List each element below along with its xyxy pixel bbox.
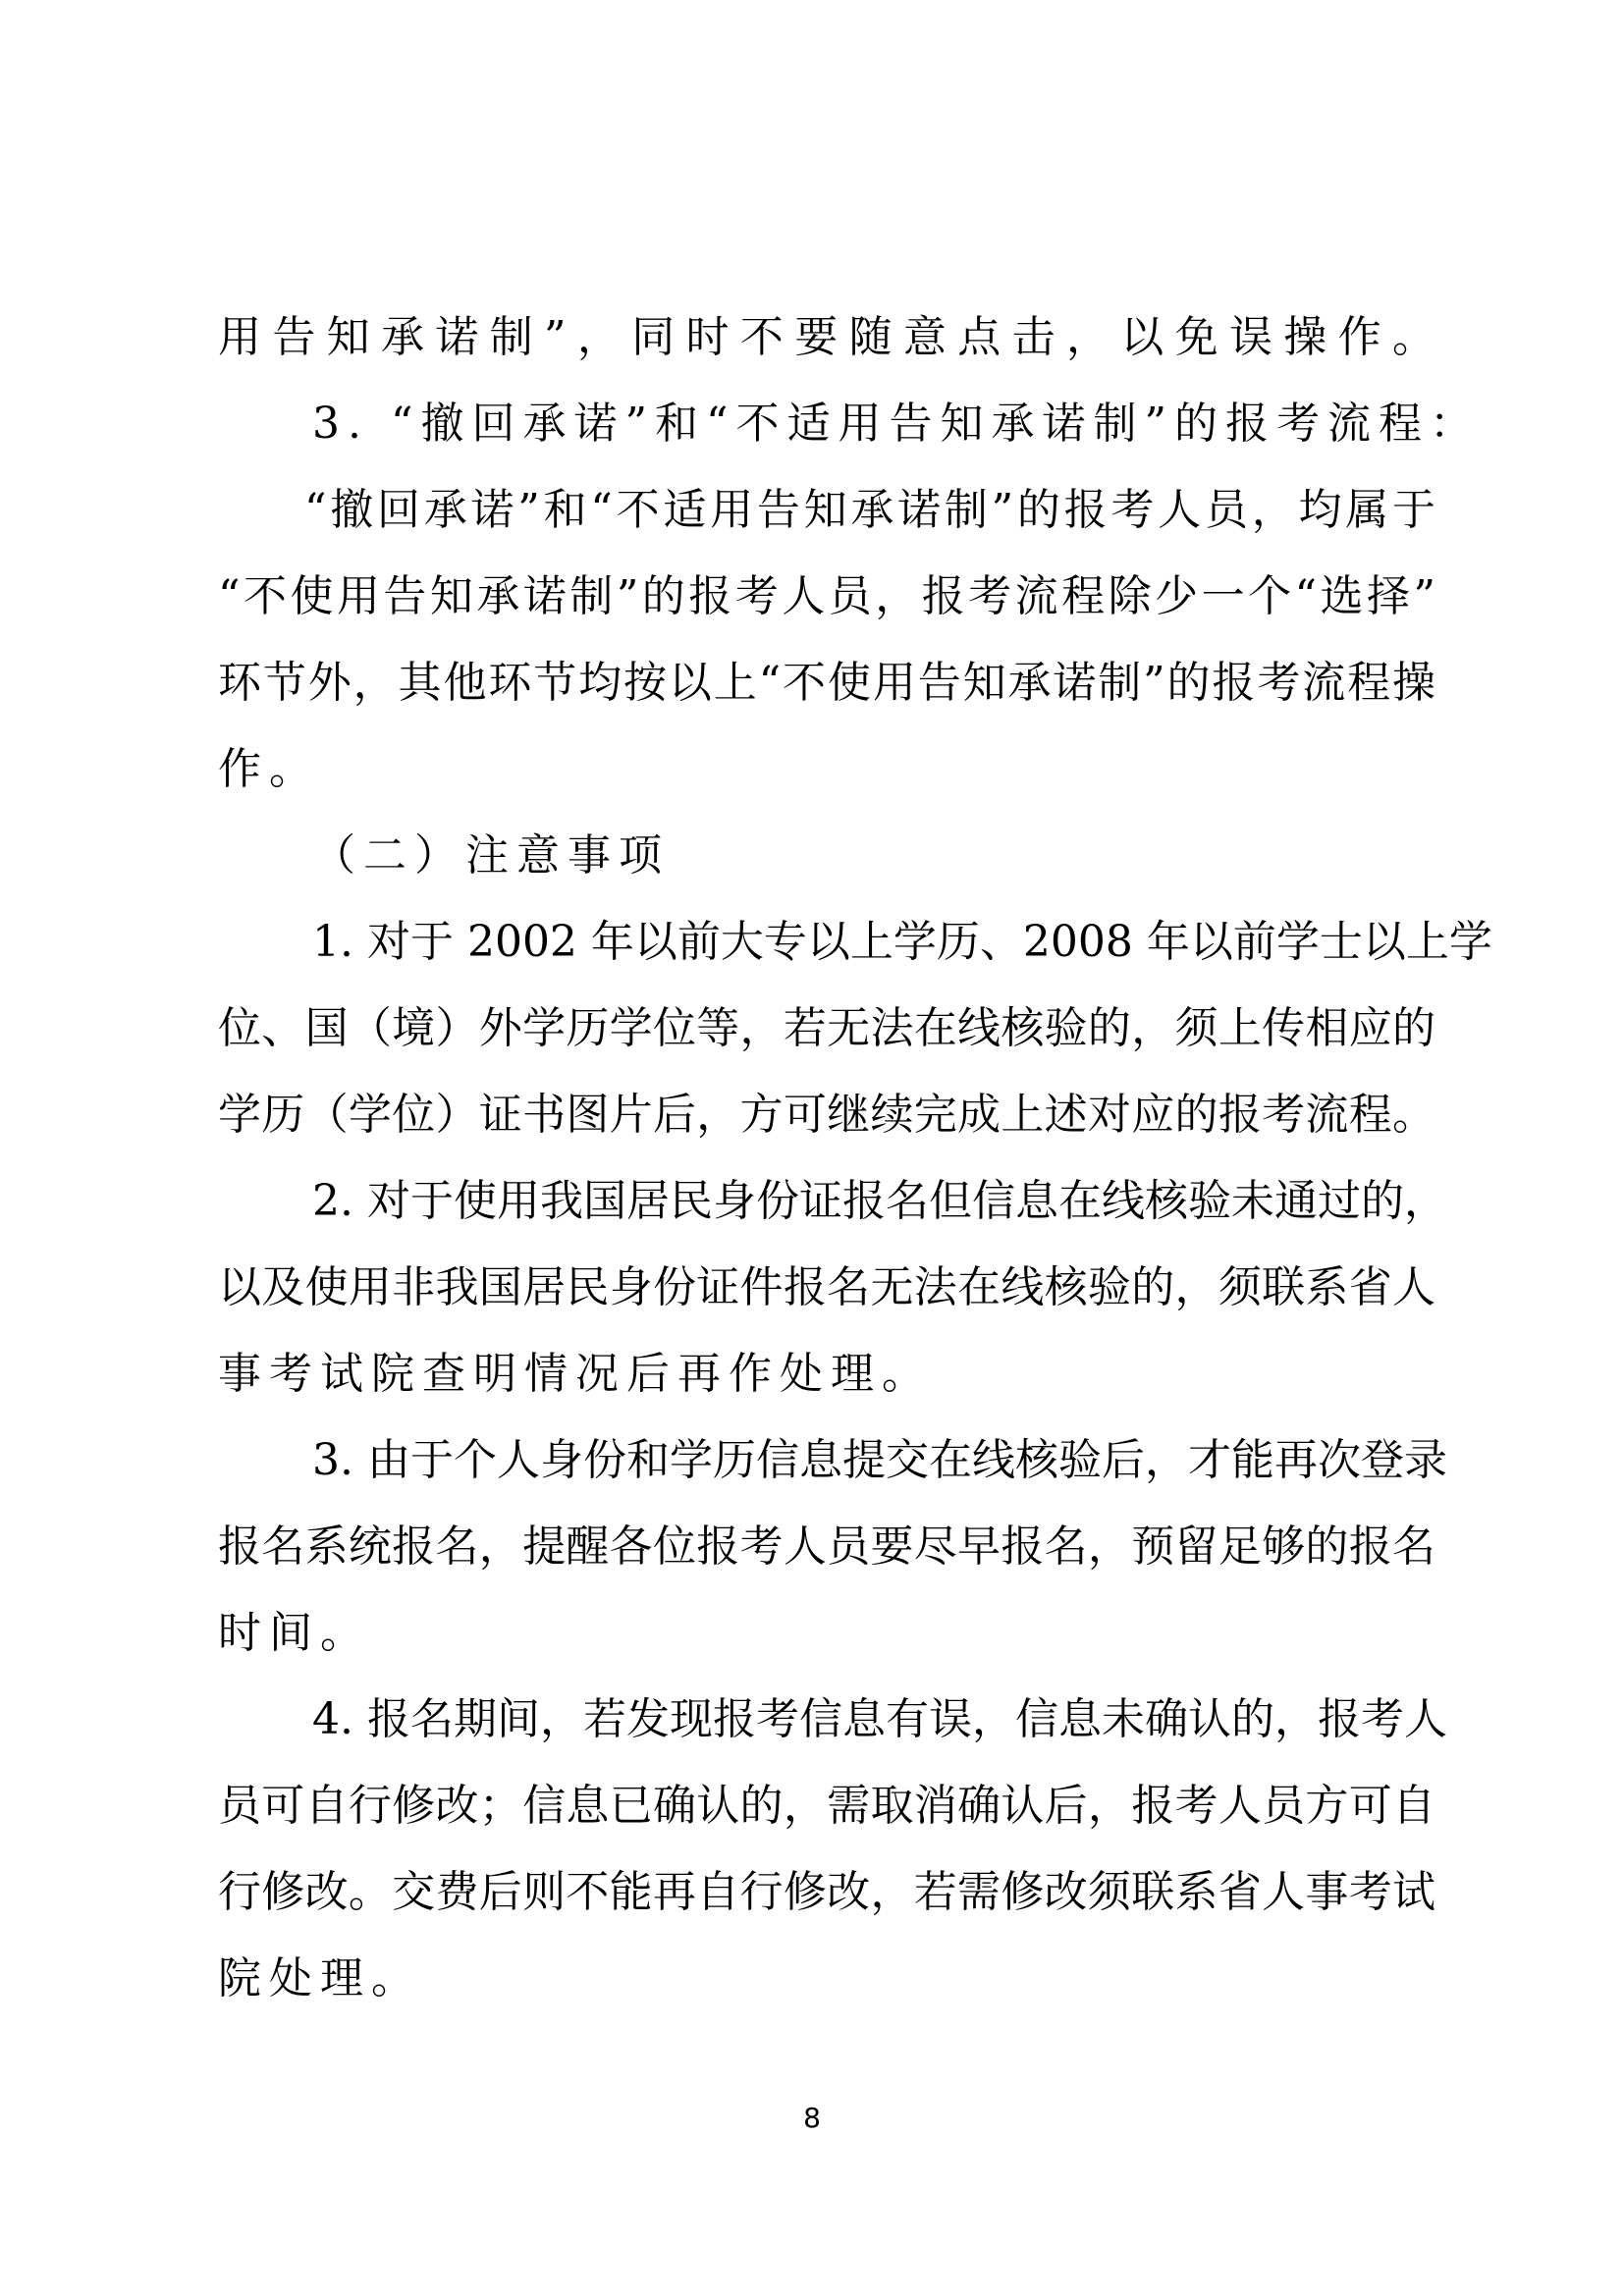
text-line: 员可自行修改；信息已确认的，需取消确认后，报考人员方可自 (218, 1781, 1435, 1831)
text-line: 行修改。交费后则不能再自行修改，若需修改须联系省人事考试 (218, 1867, 1435, 1917)
text-line: 位、国（境）外学历学位等，若无法在线核验的，须上传相应的 (218, 1003, 1435, 1053)
text-line: 4. 报名期间，若发现报考信息有误，信息未确认的，报考人 (312, 1694, 1447, 1744)
text-line: 用告知承诺制”，同时不要随意点击，以免误操作。 (218, 312, 1435, 362)
text-line: 3. 由于个人身份和学历信息提交在线核验后，才能再次登录 (312, 1435, 1447, 1485)
text-line: “撤回承诺”和“不适用告知承诺制”的报考人员，均属于 (304, 485, 1435, 535)
document-body (218, 294, 1492, 2022)
text-line: 事考试院查明情况后再作处理。 (218, 1349, 933, 1399)
text-line: 报名系统报名，提醒各位报考人员要尽早报名，预留足够的报名 (218, 1522, 1435, 1572)
text-line: 环节外，其他环节均按以上“不使用告知承诺制”的报考流程操 (218, 658, 1435, 708)
text-line: 学历（学位）证书图片后，方可继续完成上述对应的报考流程。 (218, 1090, 1435, 1140)
text-line: 院处理。 (218, 1953, 422, 2003)
section-heading: （二）注意事项 (312, 830, 670, 881)
text-line: 以及使用非我国居民身份证件报名无法在线核验的，须联系省人 (218, 1262, 1435, 1312)
page-number: 8 (803, 2102, 821, 2134)
text-line: 1. 对于 2002 年以前大专以上学历、2008 年以前学士以上学 (312, 917, 1492, 967)
text-line: 2. 对于使用我国居民身份证报名但信息在线核验未通过的， (312, 1176, 1447, 1226)
text-line: 时间。 (218, 1608, 371, 1658)
text-line: “不使用告知承诺制”的报考人员，报考流程除少一个“选择” (218, 571, 1435, 621)
text-line: 3. “撤回承诺”和“不适用告知承诺制”的报考流程： (312, 399, 1481, 449)
text-line: 作。 (218, 744, 320, 794)
